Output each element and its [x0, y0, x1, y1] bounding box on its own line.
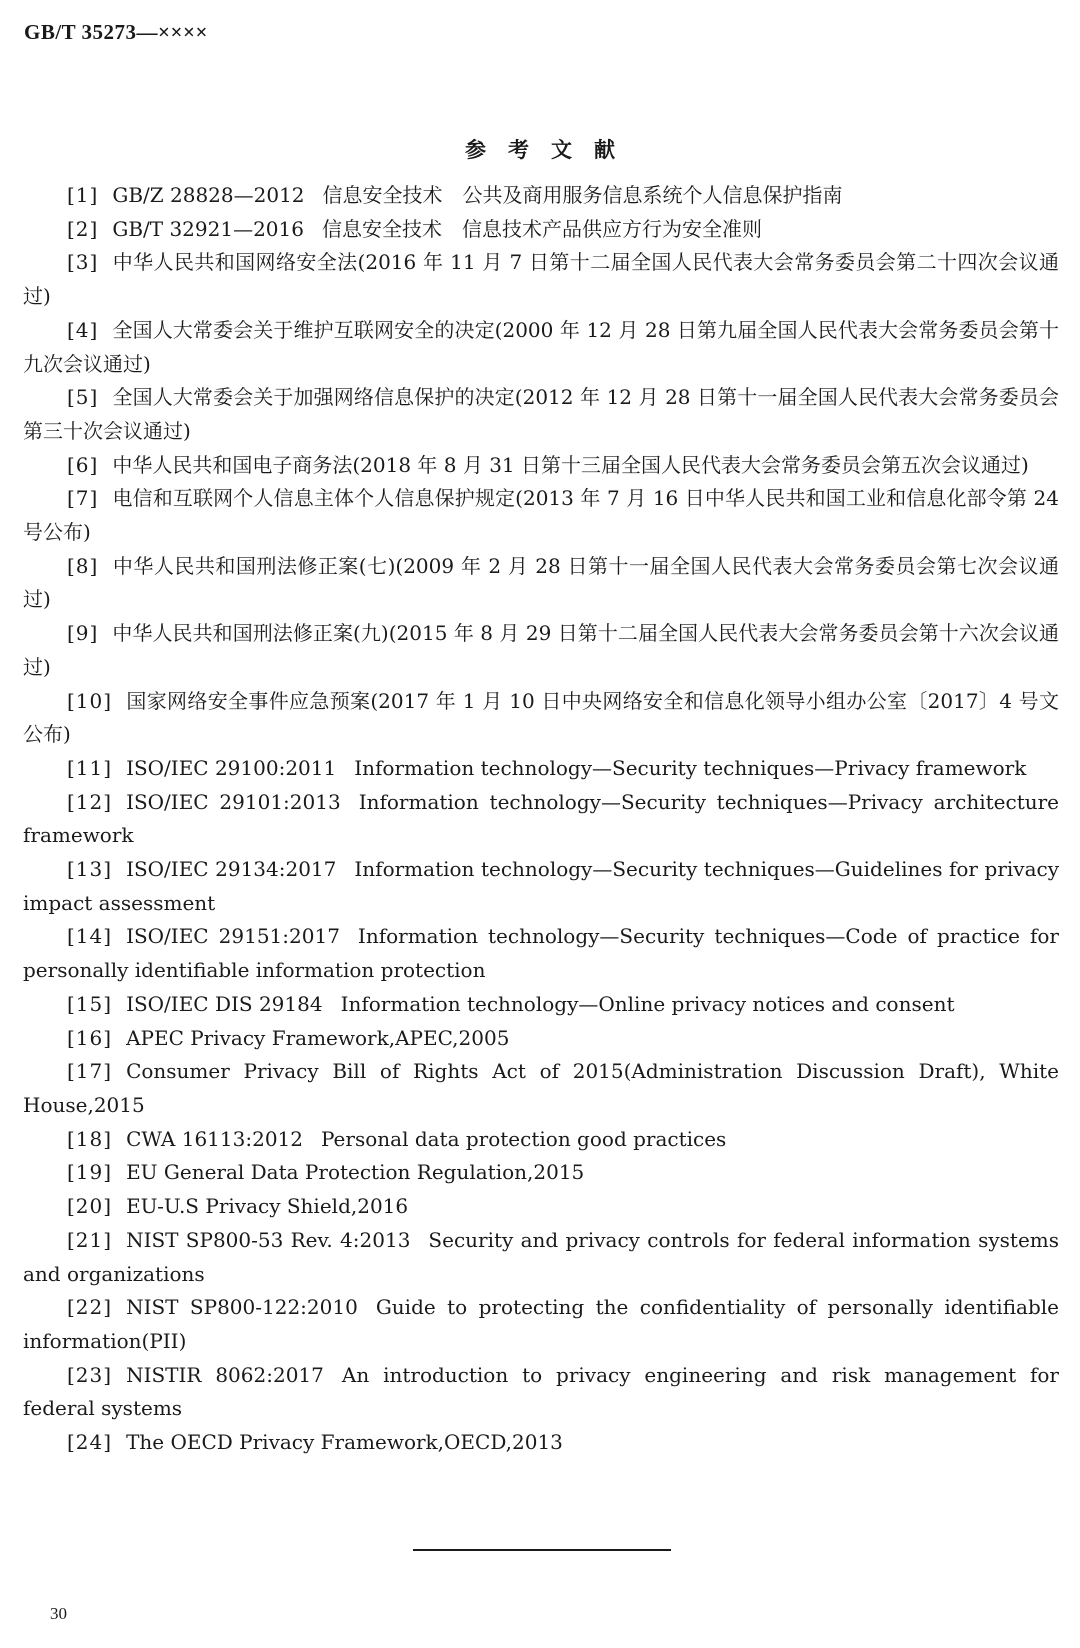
reference-text: Information technology—Security techniques—Privacy architecture framework	[23, 789, 1060, 848]
reference-number: [17]	[67, 1059, 113, 1084]
reference-list	[23, 179, 1059, 1460]
reference-code: NISTIR 8062:2017	[126, 1362, 324, 1387]
reference-item	[23, 381, 1059, 448]
reference-item	[23, 988, 1059, 1022]
reference-text: EU-U.S Privacy Shield,2016	[126, 1194, 409, 1219]
reference-number: [13]	[67, 857, 113, 882]
reference-item	[23, 213, 1059, 247]
standard-code-header: GB/T 35273—××××	[24, 20, 208, 44]
reference-text: 国家网络安全事件应急预案(2017 年 1 月 10 日中央网络安全和信息化领导小组办公室〔2017〕4 号文公布)	[23, 688, 1059, 747]
reference-item	[23, 449, 1059, 483]
reference-code: ISO/IEC 29100:2011	[126, 755, 337, 780]
reference-text: Information technology—Online privacy notices and consent	[340, 991, 955, 1016]
reference-number: [7]	[67, 486, 99, 511]
reference-number: [18]	[67, 1126, 113, 1151]
reference-text: APEC Privacy Framework,APEC,2005	[126, 1025, 510, 1050]
reference-item	[23, 752, 1059, 786]
reference-text: 信息安全技术 公共及商用服务信息系统个人信息保护指南	[322, 183, 843, 207]
reference-item	[23, 786, 1059, 853]
reference-text: Personal data protection good practices	[321, 1126, 727, 1151]
reference-item	[23, 685, 1059, 752]
reference-item	[23, 246, 1059, 313]
reference-code: NIST SP800-122:2010	[126, 1295, 358, 1320]
reference-text: Information technology—Security techniques—Privacy framework	[354, 755, 1027, 780]
reference-number: [23]	[67, 1362, 113, 1387]
reference-text: Information technology—Security techniques—Code of practice for personally identifiable information protection	[23, 924, 1059, 983]
reference-text: Security and privacy controls for federal information systems and organizations	[23, 1227, 1060, 1286]
reference-text: 中华人民共和国刑法修正案(七)(2009 年 2 月 28 日第十一届全国人民代表大会常务委员会第七次会议通过)	[23, 553, 1059, 612]
reference-item	[23, 314, 1059, 381]
reference-item	[23, 1156, 1059, 1190]
reference-item	[23, 617, 1059, 684]
reference-text: 全国人大常委会关于加强网络信息保护的决定(2012 年 12 月 28 日第十一届全国人民代表大会常务委员会第三十次会议通过)	[23, 385, 1059, 443]
reference-item	[23, 550, 1059, 617]
reference-number: [9]	[67, 621, 99, 646]
reference-item	[23, 1224, 1059, 1291]
reference-code: CWA 16113:2012	[126, 1126, 303, 1151]
reference-number: [1]	[67, 183, 99, 207]
reference-code: GB/Z 28828—2012	[112, 183, 305, 207]
reference-text: 信息安全技术 信息技术产品供应方行为安全准则	[321, 216, 762, 241]
reference-code: ISO/IEC 29151:2017	[126, 924, 340, 949]
reference-text: An introduction to privacy engineering and risk management for federal systems	[23, 1362, 1059, 1421]
reference-text: The OECD Privacy Framework,OECD,2013	[126, 1430, 563, 1455]
reference-number: [2]	[67, 216, 99, 241]
reference-number: [3]	[67, 250, 99, 275]
reference-text: Guide to protecting the confidentiality of personally identifiable information(PII)	[23, 1295, 1059, 1353]
reference-item	[23, 1022, 1059, 1056]
reference-number: [6]	[67, 452, 99, 477]
reference-number: [11]	[67, 755, 113, 780]
reference-number: [24]	[67, 1430, 113, 1455]
reference-item	[23, 1055, 1059, 1122]
reference-text: 全国人大常委会关于维护互联网安全的决定(2000 年 12 月 28 日第九届全国人民代表大会常务委员会第十九次会议通过)	[23, 317, 1059, 376]
reference-text: 中华人民共和国刑法修正案(九)(2015 年 8 月 29 日第十二届全国人民代表大会常务委员会第十六次会议通过)	[23, 621, 1059, 679]
reference-number: [15]	[67, 991, 113, 1016]
reference-item	[23, 1359, 1059, 1426]
reference-code: ISO/IEC 29134:2017	[126, 857, 337, 882]
reference-text: 中华人民共和国网络安全法(2016 年 11 月 7 日第十二届全国人民代表大会常务委员会第二十四次会议通过)	[23, 250, 1059, 309]
reference-code: GB/T 32921—2016	[112, 216, 304, 241]
page-number: 30	[50, 1604, 67, 1623]
reference-number: [5]	[67, 385, 99, 410]
reference-text: EU General Data Protection Regulation,2015	[126, 1160, 585, 1185]
reference-item	[23, 179, 1059, 213]
reference-number: [10]	[67, 688, 113, 713]
reference-number: [8]	[67, 553, 99, 578]
reference-number: [19]	[67, 1160, 113, 1185]
reference-number: [22]	[67, 1295, 113, 1320]
reference-number: [12]	[67, 789, 113, 814]
reference-number: [20]	[67, 1194, 113, 1219]
reference-item	[23, 1291, 1059, 1358]
end-rule	[413, 1549, 671, 1551]
reference-number: [21]	[67, 1227, 113, 1252]
reference-text: Consumer Privacy Bill of Rights Act of 2015(Administration Discussion Draft), White House,2015	[23, 1059, 1059, 1117]
reference-item	[23, 482, 1059, 549]
reference-number: [4]	[67, 317, 99, 342]
reference-code: ISO/IEC DIS 29184	[126, 991, 323, 1016]
reference-code: NIST SP800-53 Rev. 4:2013	[126, 1227, 411, 1252]
reference-item	[23, 1426, 1059, 1460]
reference-text: 中华人民共和国电子商务法(2018 年 8 月 31 日第十三届全国人民代表大会常务委员会第五次会议通过)	[112, 452, 1029, 477]
reference-text: 电信和互联网个人信息主体个人信息保护规定(2013 年 7 月 16 日中华人民共和国工业和信息化部令第 24 号公布)	[23, 486, 1059, 545]
reference-number: [16]	[67, 1025, 113, 1050]
reference-number: [14]	[67, 924, 113, 949]
bibliography-title: 参考文献	[465, 138, 637, 162]
reference-item	[23, 1190, 1059, 1224]
reference-text: Information technology—Security techniques—Guidelines for privacy impact assessment	[23, 857, 1059, 915]
reference-item	[23, 920, 1059, 987]
reference-item	[23, 853, 1059, 920]
reference-code: ISO/IEC 29101:2013	[126, 789, 341, 814]
reference-item	[23, 1123, 1059, 1157]
